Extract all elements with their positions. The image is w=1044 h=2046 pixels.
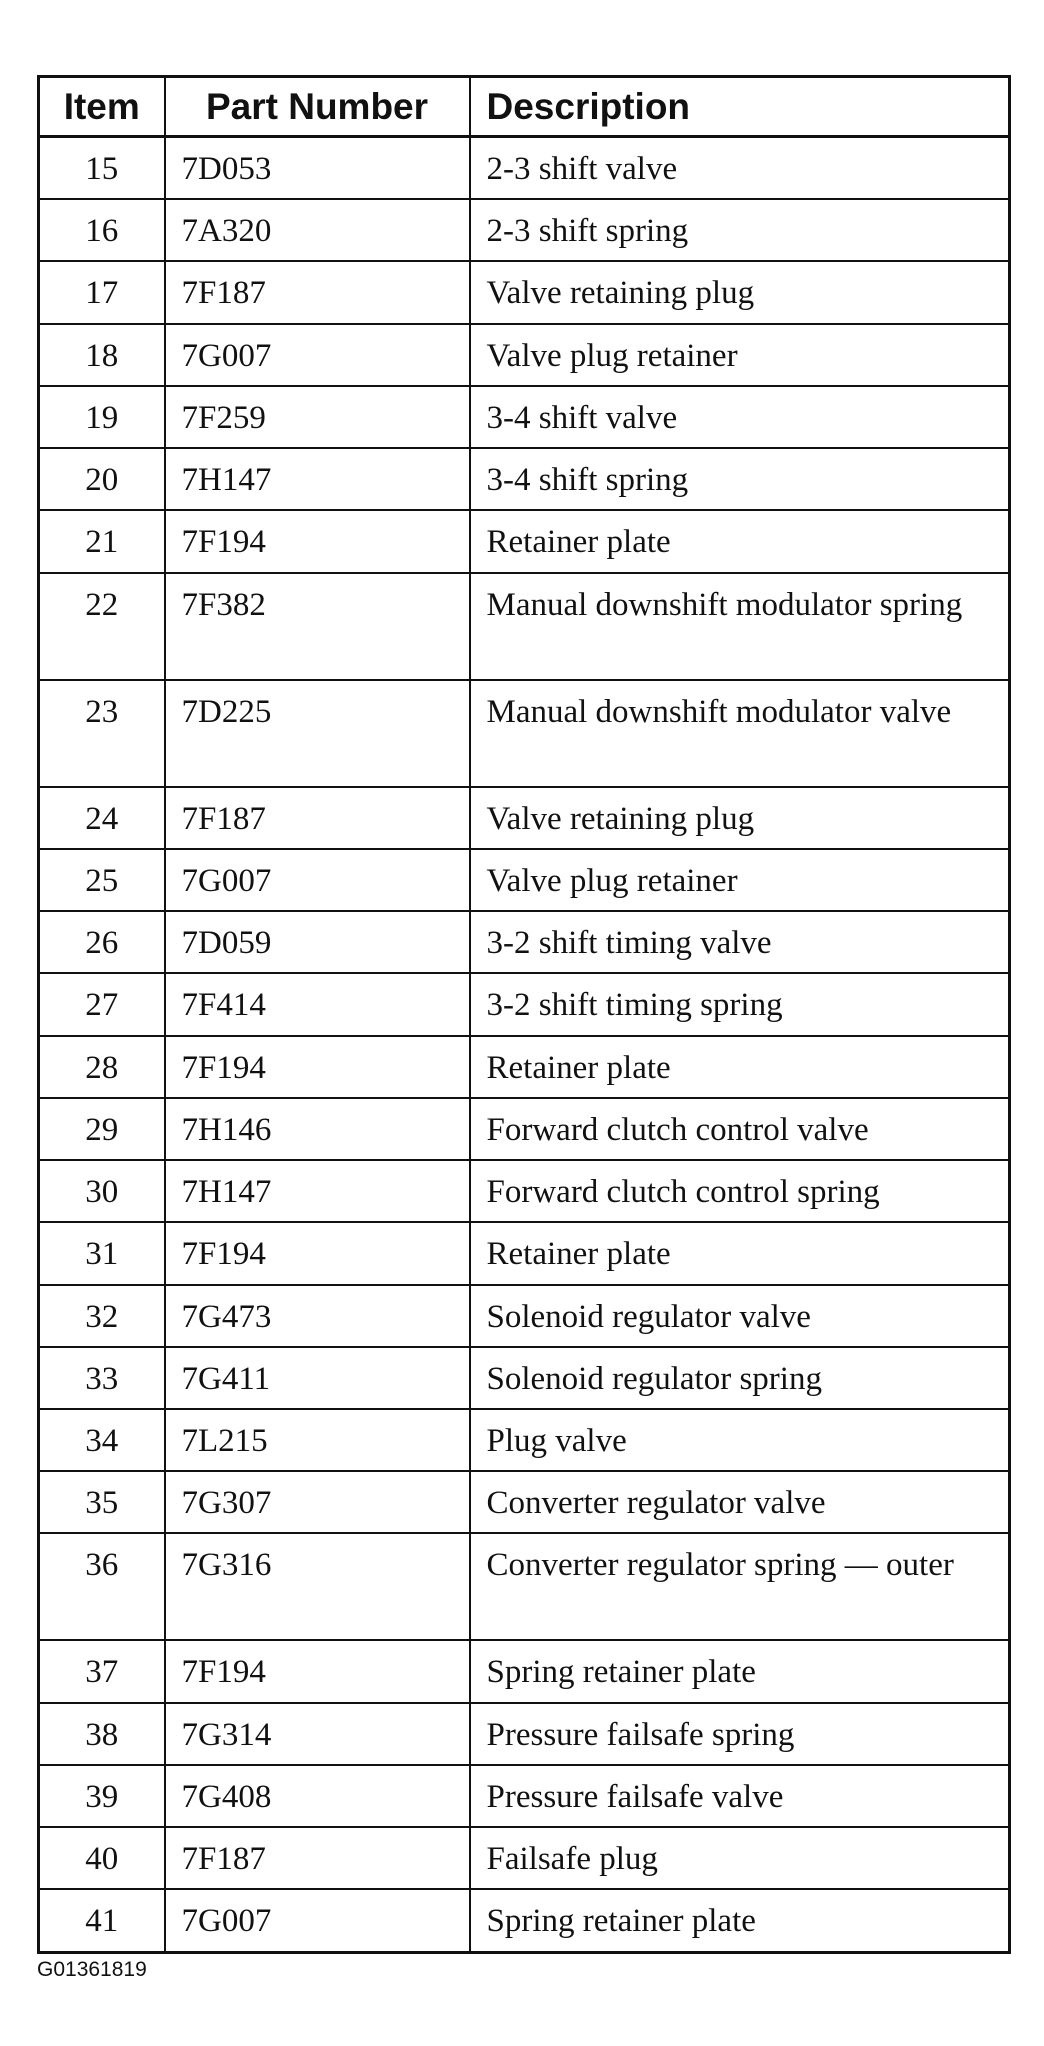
cell-description: Forward clutch control valve: [470, 1098, 1010, 1160]
cell-description: Valve retaining plug: [470, 261, 1010, 323]
cell-item: 24: [39, 787, 165, 849]
table-row: [39, 510, 1010, 572]
cell-item: 30: [39, 1160, 165, 1222]
cell-part-number: 7G314: [165, 1703, 470, 1765]
cell-part-number: 7H147: [165, 448, 470, 510]
cell-part-number: 7D053: [165, 137, 470, 200]
cell-description: Valve plug retainer: [470, 849, 1010, 911]
cell-part-number: 7F194: [165, 1640, 470, 1702]
cell-description: Spring retainer plate: [470, 1889, 1010, 1952]
cell-item: 26: [39, 911, 165, 973]
cell-part-number: 7F414: [165, 973, 470, 1035]
cell-description: 2-3 shift spring: [470, 199, 1010, 261]
table-row: [39, 448, 1010, 510]
cell-item: 41: [39, 1889, 165, 1952]
cell-item: 28: [39, 1036, 165, 1098]
figure-code: G01361819: [37, 1958, 147, 1981]
cell-part-number: 7H146: [165, 1098, 470, 1160]
cell-part-number: 7F194: [165, 1036, 470, 1098]
cell-item: 27: [39, 973, 165, 1035]
cell-description: Solenoid regulator spring: [470, 1347, 1010, 1409]
cell-item: 22: [39, 573, 165, 680]
cell-part-number: 7F187: [165, 1827, 470, 1889]
table-row: [39, 973, 1010, 1035]
cell-part-number: 7G007: [165, 849, 470, 911]
cell-item: 38: [39, 1703, 165, 1765]
cell-description: Manual downshift modulator valve: [470, 680, 1010, 787]
table-row: [39, 1533, 1010, 1640]
cell-description: Retainer plate: [470, 1222, 1010, 1284]
cell-part-number: 7F194: [165, 1222, 470, 1284]
cell-description: Valve plug retainer: [470, 324, 1010, 386]
table-row: [39, 1765, 1010, 1827]
table-body: [39, 137, 1010, 1953]
table-row: [39, 1285, 1010, 1347]
cell-part-number: 7D225: [165, 680, 470, 787]
cell-description: Valve retaining plug: [470, 787, 1010, 849]
cell-part-number: 7F187: [165, 787, 470, 849]
cell-item: 36: [39, 1533, 165, 1640]
table-row: [39, 849, 1010, 911]
cell-description: Spring retainer plate: [470, 1640, 1010, 1702]
cell-item: 40: [39, 1827, 165, 1889]
column-header-part-number: Part Number: [165, 77, 470, 137]
cell-item: 33: [39, 1347, 165, 1409]
table-row: [39, 1098, 1010, 1160]
cell-part-number: 7L215: [165, 1409, 470, 1471]
cell-description: Converter regulator valve: [470, 1471, 1010, 1533]
cell-item: 18: [39, 324, 165, 386]
cell-description: Manual downshift modulator spring: [470, 573, 1010, 680]
cell-description: Plug valve: [470, 1409, 1010, 1471]
cell-part-number: 7F259: [165, 386, 470, 448]
cell-item: 21: [39, 510, 165, 572]
table-row: [39, 787, 1010, 849]
table-row: [39, 1409, 1010, 1471]
table-header-row: [39, 77, 1010, 137]
cell-part-number: 7G473: [165, 1285, 470, 1347]
table-row: [39, 1703, 1010, 1765]
cell-item: 17: [39, 261, 165, 323]
table-row: [39, 137, 1010, 200]
cell-description: 2-3 shift valve: [470, 137, 1010, 200]
cell-part-number: 7H147: [165, 1160, 470, 1222]
cell-description: Pressure failsafe valve: [470, 1765, 1010, 1827]
cell-description: Pressure failsafe spring: [470, 1703, 1010, 1765]
table-row: [39, 680, 1010, 787]
cell-description: Failsafe plug: [470, 1827, 1010, 1889]
cell-item: 29: [39, 1098, 165, 1160]
table-row: [39, 1471, 1010, 1533]
cell-part-number: 7F187: [165, 261, 470, 323]
cell-part-number: 7G007: [165, 1889, 470, 1952]
cell-description: 3-2 shift timing spring: [470, 973, 1010, 1035]
table-row: [39, 1347, 1010, 1409]
cell-item: 23: [39, 680, 165, 787]
cell-description: Retainer plate: [470, 510, 1010, 572]
cell-description: 3-2 shift timing valve: [470, 911, 1010, 973]
table-row: [39, 573, 1010, 680]
cell-part-number: 7G007: [165, 324, 470, 386]
cell-item: 16: [39, 199, 165, 261]
parts-table: [37, 75, 1011, 1954]
cell-item: 15: [39, 137, 165, 200]
table-row: [39, 911, 1010, 973]
cell-part-number: 7F382: [165, 573, 470, 680]
cell-item: 39: [39, 1765, 165, 1827]
cell-part-number: 7G411: [165, 1347, 470, 1409]
cell-part-number: 7F194: [165, 510, 470, 572]
cell-item: 34: [39, 1409, 165, 1471]
cell-item: 35: [39, 1471, 165, 1533]
cell-item: 31: [39, 1222, 165, 1284]
cell-description: 3-4 shift spring: [470, 448, 1010, 510]
cell-description: Solenoid regulator valve: [470, 1285, 1010, 1347]
table-row: [39, 199, 1010, 261]
cell-part-number: 7G408: [165, 1765, 470, 1827]
table-row: [39, 1889, 1010, 1952]
cell-description: Retainer plate: [470, 1036, 1010, 1098]
cell-item: 20: [39, 448, 165, 510]
table-row: [39, 1827, 1010, 1889]
cell-part-number: 7G316: [165, 1533, 470, 1640]
table-row: [39, 324, 1010, 386]
cell-description: Converter regulator spring — outer: [470, 1533, 1010, 1640]
column-header-item: Item: [39, 77, 165, 137]
cell-part-number: 7D059: [165, 911, 470, 973]
table-row: [39, 386, 1010, 448]
column-header-description: Description: [470, 77, 1010, 137]
table-row: [39, 1640, 1010, 1702]
cell-part-number: 7G307: [165, 1471, 470, 1533]
cell-part-number: 7A320: [165, 199, 470, 261]
table-row: [39, 1160, 1010, 1222]
table-row: [39, 1036, 1010, 1098]
table-row: [39, 261, 1010, 323]
cell-item: 19: [39, 386, 165, 448]
cell-item: 25: [39, 849, 165, 911]
cell-description: 3-4 shift valve: [470, 386, 1010, 448]
cell-item: 37: [39, 1640, 165, 1702]
cell-description: Forward clutch control spring: [470, 1160, 1010, 1222]
table-row: [39, 1222, 1010, 1284]
cell-item: 32: [39, 1285, 165, 1347]
